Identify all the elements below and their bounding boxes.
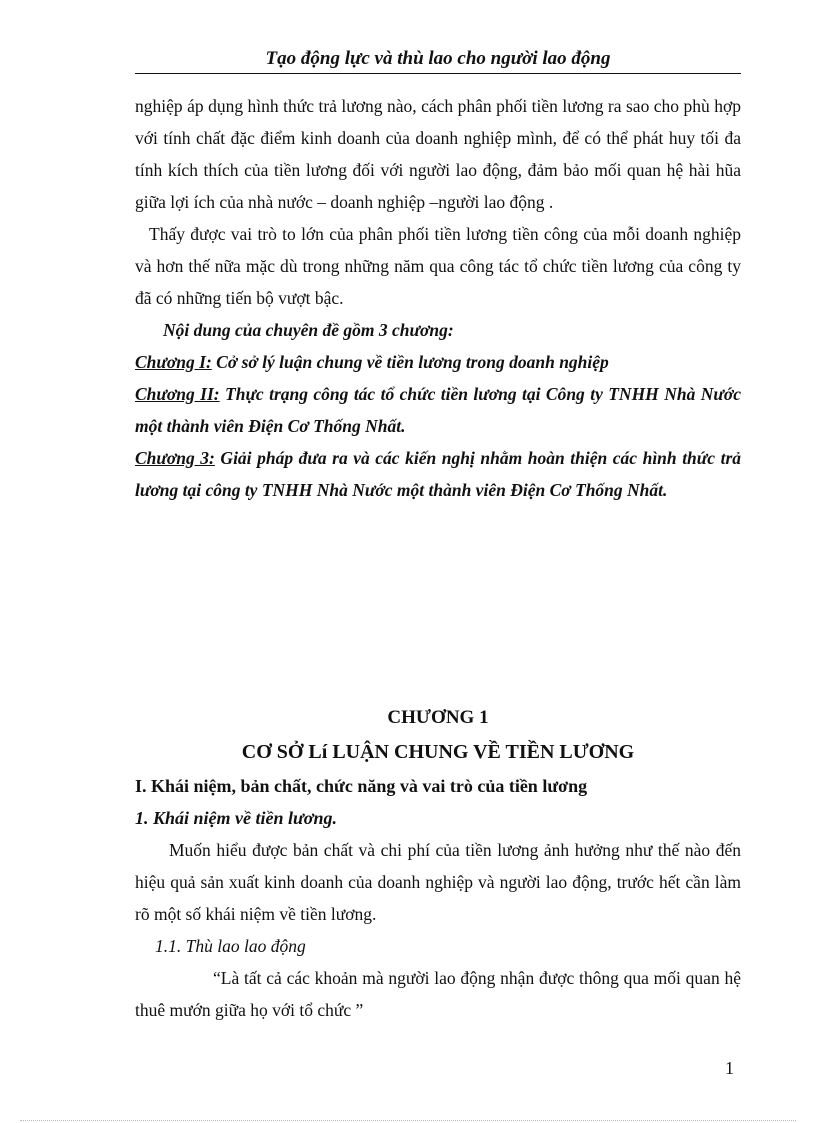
- chapter-number: CHƯƠNG 1: [387, 707, 489, 728]
- running-header: Tạo động lực và thù lao cho người lao động: [265, 48, 611, 69]
- page-number: 1: [725, 1058, 734, 1078]
- chapter-entry-2: [135, 378, 741, 442]
- intro-paragraph-2: Thấy được vai trò to lớn của phân phối tiền lương tiền công của mỗi doanh nghiệp và hơn thế nữa mặc dù trong những năm qua công tác tổ chức tiền lương của công ty đã có những tiến bộ vượt bậc.: [135, 224, 741, 308]
- chapter-entry-1: [135, 346, 741, 378]
- body-paragraph: Muốn hiểu được bản chất và chi phí của tiền lương ảnh hưởng như thế nào đến hiệu quả sản xuất kinh doanh của doanh nghiệp và người lao động, trước hết cần làm rõ một số khái niệm về tiền lương.: [135, 840, 741, 924]
- contents-heading: Nội dung của chuyên đề gồm 3 chương:: [163, 320, 454, 340]
- section-heading: I. Khái niệm, bản chất, chức năng và vai trò của tiền lương: [135, 776, 588, 796]
- chapter-text-1: Cở sở lý luận chung về tiền lương trong doanh nghiệp: [211, 352, 609, 372]
- header-rule: [135, 73, 741, 74]
- chapter-text-3: Giải pháp đưa ra và các kiến nghị nhằm hoàn thiện các hình thức trả lương tại công ty TNHH Nhà Nước một thành viên Điện Cơ Thống Nhất.: [135, 448, 742, 500]
- chapter-label-2: Chương II:: [135, 384, 220, 404]
- chapter-label-1: Chương I:: [135, 352, 212, 372]
- definition-quote: “Là tất cả các khoản mà người lao động nhận được thông qua mối quan hệ thuê mướn giữa họ với tổ chức ”: [135, 968, 741, 1020]
- chapter-1-section: [135, 702, 741, 1026]
- chapter-entry-3: [135, 442, 741, 506]
- intro-content: [135, 90, 741, 506]
- sub-item-heading: 1.1. Thù lao lao động: [155, 936, 306, 956]
- subsection-heading: 1. Khái niệm về tiền lương.: [135, 808, 337, 828]
- footer-rule: [20, 1120, 796, 1121]
- intro-paragraph-1: nghiệp áp dụng hình thức trả lương nào, cách phân phối tiền lương ra sao cho phù hợp với tính chất đặc điểm kinh doanh của doanh nghiệp mình, để có thể phát huy tối đa tính kích thích của tiền lương đối với người lao động, đảm bảo mối quan hệ hài hũa giữa lợi ích của nhà nước – doanh nghiệp –người lao động .: [135, 96, 741, 212]
- chapter-title: CƠ SỞ Lí LUẬN CHUNG VỀ TIỀN LƯƠNG: [241, 741, 635, 763]
- chapter-label-3: Chương 3:: [135, 448, 215, 468]
- chapter-text-2: Thực trạng công tác tổ chức tiền lương tại Công ty TNHH Nhà Nước một thành viên Điện Cơ Thống Nhất.: [135, 384, 741, 436]
